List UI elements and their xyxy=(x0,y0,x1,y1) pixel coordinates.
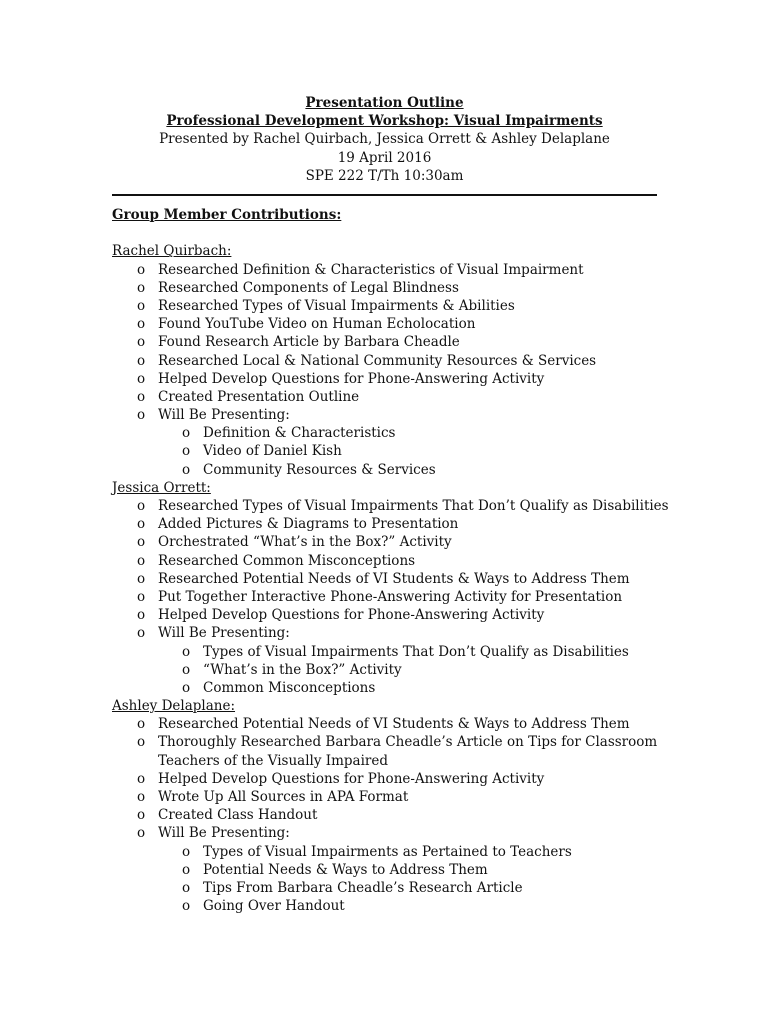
list-item xyxy=(112,588,672,606)
bullet-icon: o xyxy=(182,879,191,896)
sub-list-item xyxy=(112,843,672,861)
bullet-icon: o xyxy=(137,352,146,369)
bullet-icon: o xyxy=(137,516,146,533)
list-item-text: Helped Develop Questions for Phone-Answering Activity xyxy=(158,607,545,624)
bullet-icon: o xyxy=(182,861,191,878)
sub-list-item-text: Tips From Barbara Cheadle’s Research Article xyxy=(203,879,523,896)
list-item-text: Added Pictures & Diagrams to Presentation xyxy=(158,516,459,533)
list-item xyxy=(112,624,672,642)
sub-list-item xyxy=(112,879,672,897)
list-item-text: Will Be Presenting: xyxy=(158,407,290,424)
list-item-text: Researched Definition & Characteristics of Visual Impairment xyxy=(158,261,584,278)
bullet-icon: o xyxy=(137,716,146,733)
list-item xyxy=(112,533,672,551)
list-item xyxy=(112,570,672,588)
spacer xyxy=(112,224,672,242)
sub-list-item xyxy=(112,461,672,479)
bullet-icon: o xyxy=(137,279,146,296)
list-item xyxy=(112,297,672,315)
bullet-icon: o xyxy=(137,388,146,405)
sub-list-item-text: Types of Visual Impairments as Pertained to Teachers xyxy=(203,843,572,860)
list-item-text: Researched Common Misconceptions xyxy=(158,552,416,569)
list-item xyxy=(112,333,672,351)
sub-list-item xyxy=(112,643,672,661)
list-item xyxy=(112,261,672,279)
list-item-text: Will Be Presenting: xyxy=(158,625,290,642)
list-item-text: Teachers of the Visually Impaired xyxy=(158,752,389,769)
list-item-text: Researched Types of Visual Impairments & Abilities xyxy=(158,297,515,314)
list-item xyxy=(112,388,672,406)
bullet-icon: o xyxy=(137,825,146,842)
bullet-icon: o xyxy=(182,843,191,860)
sub-list-item xyxy=(112,679,672,697)
list-item xyxy=(112,788,672,806)
bullet-icon: o xyxy=(137,770,146,787)
list-item xyxy=(112,279,672,297)
bullet-icon: o xyxy=(137,607,146,624)
list-item-text: Researched Potential Needs of VI Students & Ways to Address Them xyxy=(158,716,630,733)
bullet-icon: o xyxy=(182,461,191,478)
list-item-text: Created Class Handout xyxy=(158,807,318,824)
bullet-icon: o xyxy=(182,443,191,460)
bullet-icon: o xyxy=(137,625,146,642)
bullet-icon: o xyxy=(137,261,146,278)
sub-list-item-text: “What’s in the Box?” Activity xyxy=(203,661,402,678)
list-item xyxy=(112,315,672,333)
sub-list-item-text: Community Resources & Services xyxy=(203,461,436,478)
bullet-icon: o xyxy=(137,334,146,351)
bullet-icon: o xyxy=(137,807,146,824)
member-name: Rachel Quirbach: xyxy=(112,243,232,260)
sub-list-item xyxy=(112,897,672,915)
bullet-icon: o xyxy=(137,789,146,805)
list-item xyxy=(112,352,672,370)
horizontal-rule xyxy=(112,194,657,196)
document-title: Presentation Outline xyxy=(305,95,464,111)
sub-list-item-text: Common Misconceptions xyxy=(203,679,376,696)
bullet-icon: o xyxy=(137,570,146,587)
member-name: Jessica Orrett: xyxy=(112,479,211,496)
list-item xyxy=(112,606,672,624)
list-item-text: Wrote Up All Sources in APA Format xyxy=(158,789,409,805)
presenters-line: Presented by Rachel Quirbach, Jessica Orrett & Ashley Delaplane xyxy=(159,131,610,148)
bullet-icon: o xyxy=(137,734,146,751)
course-line: SPE 222 T/Th 10:30am xyxy=(305,167,464,184)
bullet-icon: o xyxy=(137,552,146,569)
list-item-text: Helped Develop Questions for Phone-Answering Activity xyxy=(158,770,545,787)
list-item xyxy=(112,370,672,388)
list-item xyxy=(112,497,672,515)
contributions-body xyxy=(112,206,672,915)
sub-list-item xyxy=(112,661,672,679)
sub-list-item xyxy=(112,424,672,442)
sub-list-item xyxy=(112,861,672,879)
bullet-icon: o xyxy=(182,898,191,915)
date-line: 19 April 2016 xyxy=(337,149,432,166)
list-item-continuation xyxy=(112,752,672,770)
list-item xyxy=(112,552,672,570)
list-item xyxy=(112,806,672,824)
bullet-icon: o xyxy=(137,588,146,605)
sub-list-item-text: Definition & Characteristics xyxy=(203,425,396,442)
bullet-icon: o xyxy=(182,643,191,660)
list-item xyxy=(112,715,672,733)
bullet-icon: o xyxy=(182,425,191,442)
bullet-icon: o xyxy=(137,316,146,333)
list-item-text: Found YouTube Video on Human Echolocation xyxy=(158,316,476,333)
member-name: Ashley Delaplane: xyxy=(112,698,236,715)
document-header xyxy=(112,94,657,185)
list-item-text: Researched Local & National Community Resources & Services xyxy=(158,352,597,369)
list-item xyxy=(112,515,672,533)
sub-list-item-text: Video of Daniel Kish xyxy=(203,443,342,460)
sub-list-item-text: Going Over Handout xyxy=(203,898,345,915)
bullet-icon: o xyxy=(137,534,146,551)
list-item-text: Helped Develop Questions for Phone-Answering Activity xyxy=(158,370,545,387)
sub-list-item-text: Potential Needs & Ways to Address Them xyxy=(203,861,488,878)
bullet-icon: o xyxy=(137,370,146,387)
list-item-text: Will Be Presenting: xyxy=(158,825,290,842)
document-subtitle: Professional Development Workshop: Visual Impairments xyxy=(166,113,603,130)
list-item-text: Orchestrated “What’s in the Box?” Activity xyxy=(158,534,452,551)
list-item-text: Researched Components of Legal Blindness xyxy=(158,279,459,296)
list-item xyxy=(112,770,672,788)
bullet-icon: o xyxy=(182,661,191,678)
bullet-icon: o xyxy=(182,679,191,696)
sub-list-item-text: Types of Visual Impairments That Don’t Qualify as Disabilities xyxy=(203,643,629,660)
list-item-text: Thoroughly Researched Barbara Cheadle’s Article on Tips for Classroom xyxy=(158,734,658,751)
list-item xyxy=(112,824,672,842)
bullet-icon: o xyxy=(137,498,146,514)
bullet-icon: o xyxy=(137,407,146,424)
bullet-icon: o xyxy=(137,297,146,314)
list-item xyxy=(112,733,672,751)
list-item-text: Created Presentation Outline xyxy=(158,388,360,405)
section-title: Group Member Contributions: xyxy=(112,207,342,223)
list-item xyxy=(112,406,672,424)
sub-list-item xyxy=(112,442,672,460)
list-item-text: Researched Potential Needs of VI Students & Ways to Address Them xyxy=(158,570,630,587)
list-item-text: Researched Types of Visual Impairments That Don’t Qualify as Disabilities xyxy=(158,498,669,514)
list-item-text: Found Research Article by Barbara Cheadle xyxy=(158,334,460,351)
list-item-text: Put Together Interactive Phone-Answering Activity for Presentation xyxy=(158,588,623,605)
